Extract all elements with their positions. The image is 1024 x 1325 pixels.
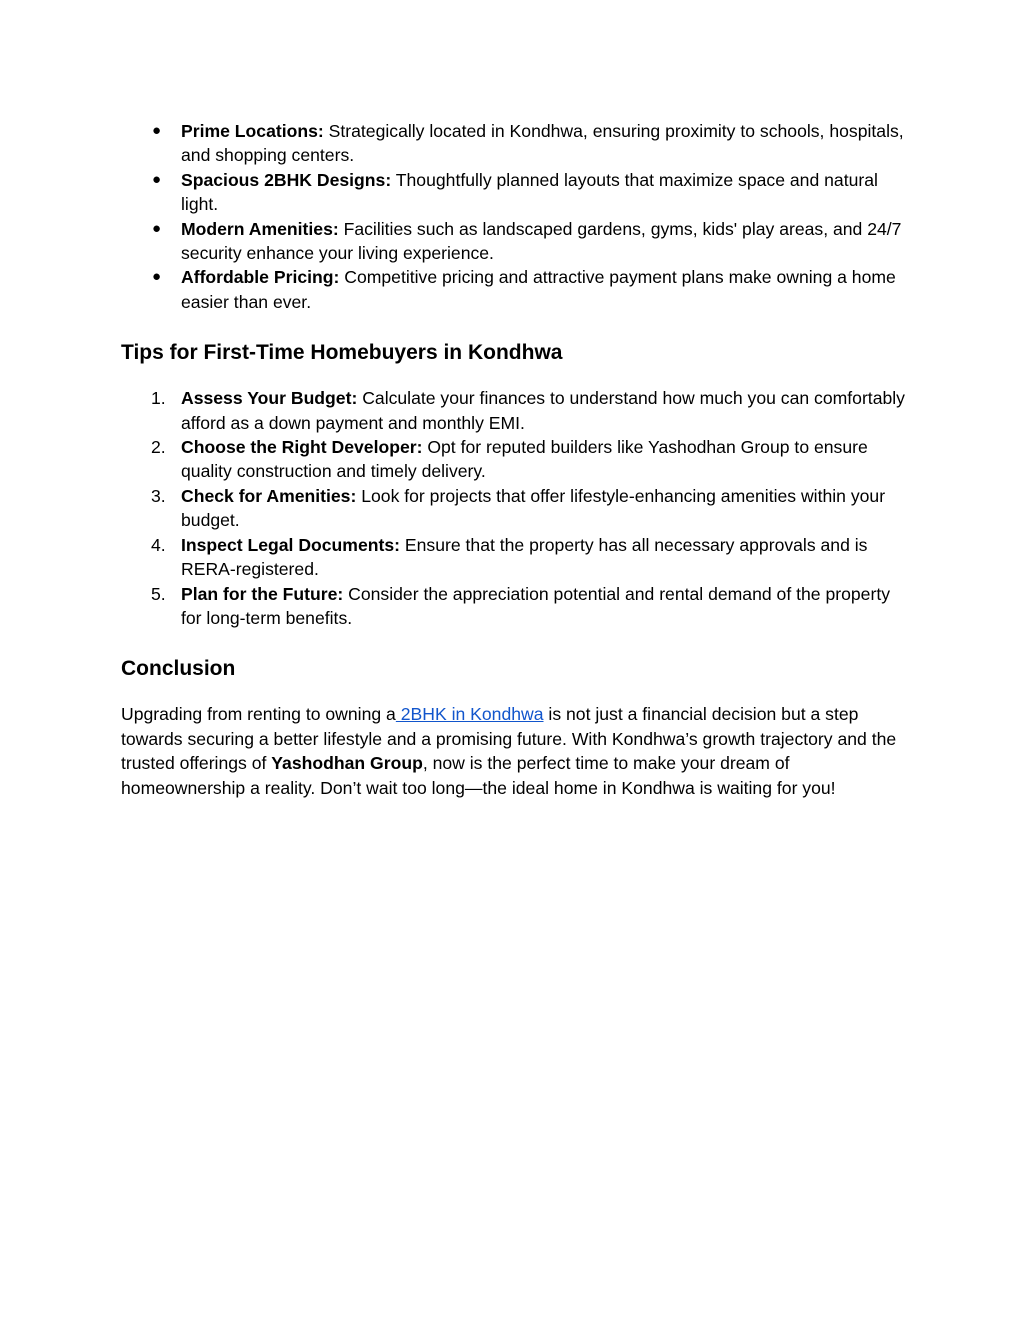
- item-label: Choose the Right Developer:: [181, 437, 423, 458]
- conclusion-paragraph: [121, 702, 906, 800]
- conclusion-text-part3: , now is the perfect time to make your dream of homeownership a reality. Don’t wait too long—the ideal home in Kondhwa is waiting for you!: [121, 753, 836, 798]
- item-text: Competitive pricing and attractive payment plans make owning a home easier than ever.: [181, 267, 896, 312]
- item-label: Modern Amenities:: [181, 218, 339, 239]
- list-item: [121, 533, 906, 582]
- list-number: 4.: [151, 534, 166, 555]
- bullet-marker: ●: [152, 170, 162, 188]
- tips-heading: Tips for First-Time Homebuyers in Kondhwa: [121, 341, 563, 365]
- list-item: [121, 168, 906, 217]
- list-item: [121, 265, 906, 314]
- item-label: Inspect Legal Documents:: [181, 534, 400, 555]
- item-label: Assess Your Budget:: [181, 388, 358, 409]
- list-number: 5.: [151, 583, 166, 604]
- item-text: Facilities such as landscaped gardens, gyms, kids' play areas, and 24/7 security enhance your living experience.: [181, 218, 902, 264]
- item-text: Look for projects that offer lifestyle-enhancing amenities within your budget.: [181, 485, 886, 531]
- conclusion-heading: Conclusion: [121, 657, 236, 681]
- item-label: Check for Amenities:: [181, 485, 357, 506]
- conclusion-text-part1: Upgrading from renting to owning a: [121, 704, 396, 725]
- list-item: [121, 484, 906, 533]
- list-item: [121, 119, 906, 168]
- item-label: Plan for the Future:: [181, 583, 344, 604]
- bullet-marker: ●: [152, 122, 162, 139]
- 2bhk-kondhwa-link[interactable]: 2BHK in Kondhwa: [395, 704, 544, 725]
- item-text: Consider the appreciation potential and rental demand of the property for long-term benefits.: [181, 583, 891, 628]
- item-text: Thoughtfully planned layouts that maximize space and natural light.: [181, 169, 878, 215]
- list-item: [121, 435, 906, 484]
- list-item: [121, 217, 906, 266]
- item-label: Prime Locations:: [181, 121, 324, 141]
- features-bullet-list: [121, 119, 906, 314]
- document-content: [121, 119, 906, 800]
- item-text: Calculate your finances to understand how much you can comfortably afford as a down payment and monthly EMI.: [181, 388, 905, 433]
- item-label: Affordable Pricing:: [181, 267, 340, 288]
- item-text: Ensure that the property has all necessary approvals and is RERA-registered.: [181, 534, 868, 580]
- item-text: Strategically located in Kondhwa, ensuring proximity to schools, hospitals, and shopping centers.: [181, 121, 904, 166]
- list-number: 1.: [151, 388, 166, 409]
- bullet-marker: ●: [152, 219, 162, 237]
- list-item: [121, 386, 906, 435]
- tips-numbered-list: [121, 386, 906, 630]
- list-item: [121, 582, 906, 631]
- bullet-marker: ●: [152, 268, 162, 286]
- item-text: Opt for reputed builders like Yashodhan Group to ensure quality construction and timely delivery.: [181, 437, 868, 482]
- list-number: 3.: [151, 485, 166, 506]
- conclusion-bold-text: Yashodhan Group: [271, 753, 423, 774]
- conclusion-text-part2: is not just a financial decision but a step towards securing a better lifestyle and a promising future. With Kondhwa’s growth trajectory and the trusted offerings of: [121, 704, 897, 774]
- list-number: 2.: [151, 437, 166, 458]
- item-label: Spacious 2BHK Designs:: [181, 169, 392, 190]
